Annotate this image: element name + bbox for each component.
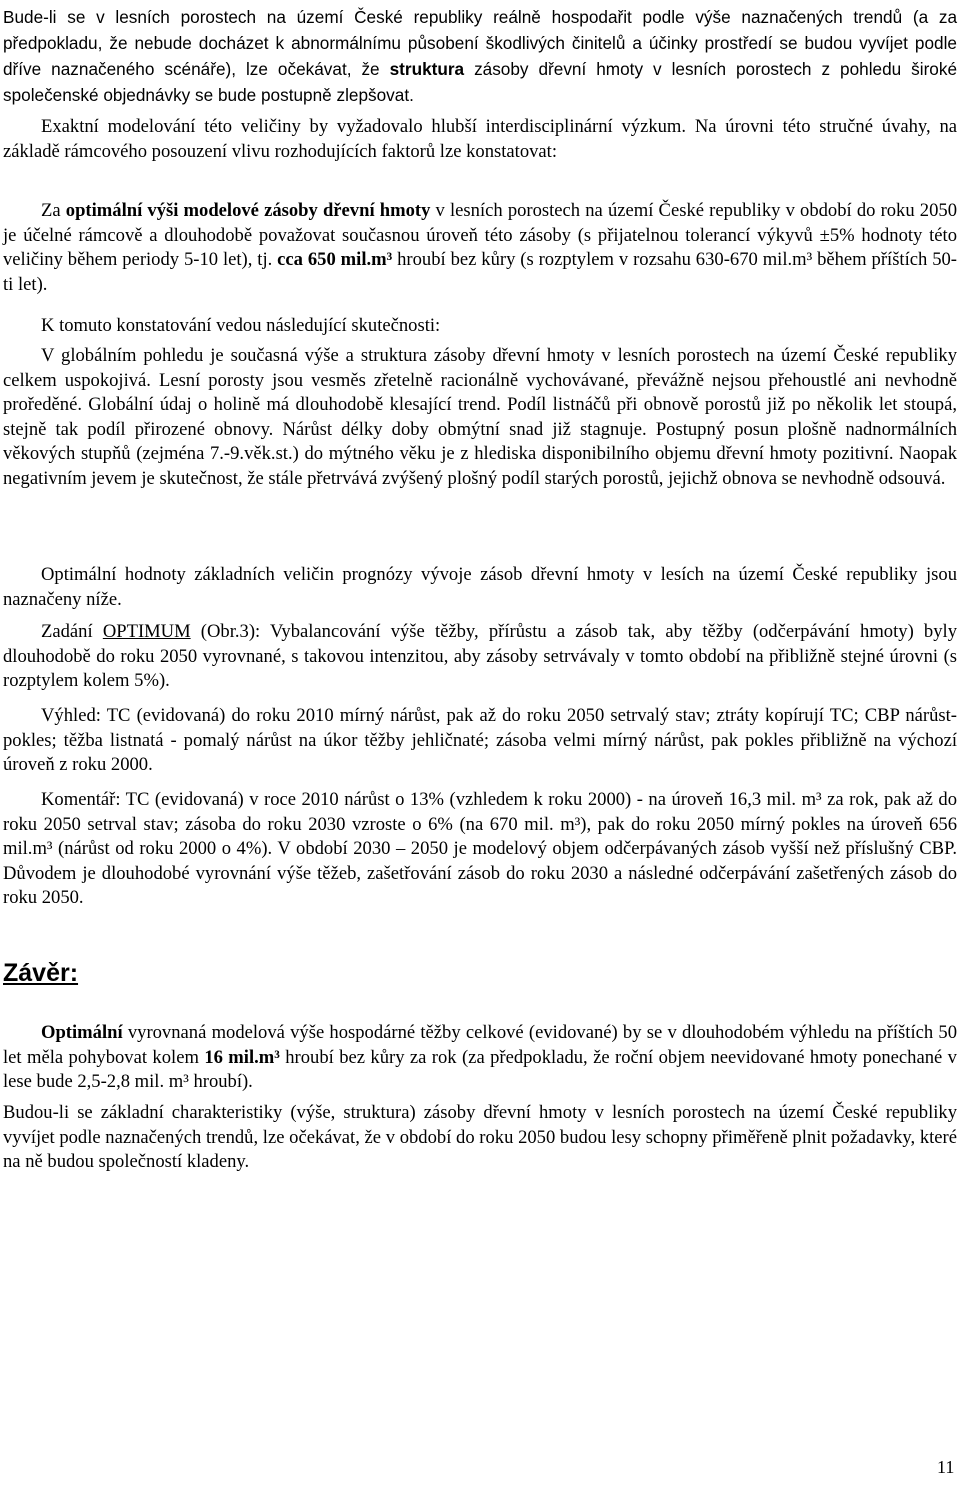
paragraph-facts-intro: K tomuto konstatování vedou následující skutečnosti: [41, 315, 441, 336]
page-number: 11 [937, 1457, 955, 1477]
text-span: (Obr.3): Vybalancování výše těžby, přírůstu a zásob tak, aby těžby (odčerpávání hmoty) byly dlouhodobě do roku 2050 vyrovnané, s takovou intenzitou, aby zásoby setrvávaly v tomto období na přibližně stejné úrovni (s rozptylem kolem 5%). [3, 621, 957, 691]
paragraph-komentar: Komentář: TC (evidovaná) v roce 2010 nárůst o 13% (vzhledem k roku 2000) - na úroveň 16,3 mil. m³ za rok, pak až do roku 2050 setrval stav; zásoba do roku 2030 vzroste o 6% (na 670 mil. m³), pak do roku 2050 mírný pokles na úroveň 656 mil.m³ (nárůst od roku 2000 o 4%). V období 2030 – 2050 je modelový objem odčerpávaných zásob vyšší než příslušný CBP. Důvodem je dlouhodobé vyrovnání výše těžeb, zašetřování zásob do roku 2030 a následné odčerpávání zašetřených zásob do roku 2050. [3, 789, 957, 908]
paragraph-modeling [3, 115, 957, 164]
text-span: v lesních porostech na území České republiky v období do roku 2050 je účelné rámcově a dlouhodobě považovat současnou úroveň této zásoby (s přijatelnou tolerancí výkyvů ±5% hodnoty této veličiny během periody 5-10 let), tj. [3, 200, 957, 270]
paragraph-optimal-values: Optimální hodnoty základních veličin prognózy vývoje zásob dřevní hmoty v lesích na území České republiky jsou naznačeny níže. [3, 564, 957, 610]
bold-term: Optimální [41, 1022, 123, 1043]
paragraph-optimum-statement [3, 199, 957, 297]
text-span: Na úrovni této stručné úvahy, na základě rámcového posouzení vlivu rozhodujících faktorů lze konstatovat: [3, 116, 957, 162]
text-span: Zadání [41, 621, 103, 642]
text-span: hroubí bez kůry (s rozptylem v rozsahu 630-670 mil.m³ během příštích 50-ti let). [3, 249, 958, 295]
text-span: Za [41, 200, 66, 221]
text-span: hroubí bez kůry za rok (za předpokladu, že roční objem neevidované hmoty ponechané v lese bude 2,5-2,8 mil. m³ hroubí). [3, 1046, 957, 1092]
paragraph-intro [3, 4, 957, 108]
bold-term: optimální výši modelové zásoby dřevní hmoty [65, 200, 431, 221]
paragraph-facts: V globálním pohledu je současná výše a struktura zásoby dřevní hmoty v lesních porostech na území České republiky celkem uspokojivá. Lesní porosty jsou vesměs zřetelně racionálně vychovávané, převážně nejsou přehoustlé ani nevhodně proředěné. Globální údaj o holině má dlouhodobě klesající trend. Podíl listnáčů při obnově porostů již po několik let stoupá, stejně tak podíl přirozené obnovy. Nárůst délky doby obmýtní snad již stagnuje. Postupný posun plošně nadnormálních věkových stupňů (zejména 7.-9.věk.st.) do mýtného věku je z hlediska disponibilního objemu dřevní hmoty pozitivní. Naopak negativním jevem je skutečnost, že stále přetrvává zvýšený plošný podíl starých porostů, jejichž obnova se nevhodně odsouvá. [3, 345, 957, 489]
paragraph-zadani [3, 620, 957, 694]
underlined-term-optimum: OPTIMUM [102, 621, 191, 642]
section-heading-zaver: Závěr: [3, 959, 79, 987]
text-span: Exaktní modelování této veličiny by vyžadovalo hlubší interdisciplinární výzkum. [41, 116, 687, 137]
paragraph-zaver-1 [3, 1021, 957, 1095]
bold-term-struktura: struktura [389, 59, 465, 79]
text-span: vyrovnaná modelová výše hospodárné těžby celkové (evidované) by se v dlouhodobém výhledu na příštích 50 let měla pohybovat kolem [3, 1022, 957, 1068]
paragraph-vyhled: Výhled: TC (evidovaná) do roku 2010 mírný nárůst, pak až do roku 2050 setrvalý stav; ztráty kopírují TC; CBP nárůst-pokles; těžba listnatá - pomalý nárůst na úkor těžby jehličnaté; zásoba velmi mírný nárůst, pak pokles přibližně na výchozí úroveň z roku 2000. [3, 705, 957, 775]
bold-term: cca 650 mil.m³ [277, 249, 393, 270]
bold-term: 16 mil.m³ [204, 1046, 280, 1068]
text-span: zásoby dřevní hmoty v lesních porostech z pohledu široké společenské objednávky se bude postupně zlepšovat. [3, 59, 958, 105]
text-span: Bude-li se v lesních porostech na území České republiky reálně hospodařit podle výše naznačených trendů (a za předpokladu, že nebude docházet k abnormálnímu působení škodlivých činitelů a účinky prostředí se budou vyvíjet podle dříve naznačeného scénáře), lze očekávat, že [3, 7, 957, 79]
paragraph-zaver-2: Budou-li se základní charakteristiky (výše, struktura) zásoby dřevní hmoty v lesních porostech na území České republiky vyvíjet podle naznačených trendů, lze očekávat, že v období do roku 2050 budou lesy schopny přiměřeně plnit požadavky, které na ně budou společností kladeny. [3, 1102, 957, 1172]
